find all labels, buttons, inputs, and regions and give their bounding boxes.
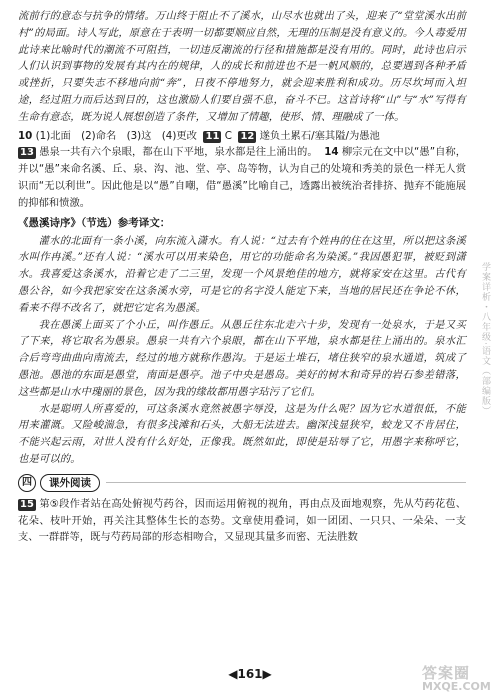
answer-line-10-13 <box>18 128 466 212</box>
q15-label: 15 <box>20 498 34 510</box>
q12-label: 12 <box>240 130 255 142</box>
q12-text: 遂负土累石/塞其隘/为愚池 <box>259 129 380 142</box>
page-number: ◀161▶ <box>228 667 272 681</box>
q11-text: C <box>224 129 232 142</box>
section-divider <box>106 482 466 483</box>
page-content <box>18 8 466 546</box>
translation-paragraph-2: 我在愚溪上面买了个小丘，叫作愚丘。从愚丘往东北走六十步，发现有一处泉水，于是又买了下来，将它取名为愚泉。愚泉一共有六个泉眼，都在山下平地，泉水都是往上涌出的。泉水汇合后弯弯曲曲向南流去，经过的地方就称作愚沟。于是运土堆石，堵住狭窄的泉水通道，筑成了愚池。愚池的东面是愚堂，南面是愚亭。池子中央是愚岛。美好的树木和奇异的岩石参差错落，这些都是山水中瑰丽的景色，因为我的缘故都用愚字玷污了它们。 <box>18 318 466 398</box>
translation-title: 《愚溪诗序》（节选）参考译文： <box>18 216 171 229</box>
q14-text: 柳宗元在文中以“愚”自称，并以“愚”来命名溪、丘、泉、沟、池、堂、亭、岛等物，认为自己的处境和秀美的景色一样无人赏识而“无以利世”。因此他是以“愚”自嘲，借“愚溪”比喻自己，透露出被统治者排挤、抛弃不能施展的抑郁和愤激。 <box>18 146 466 209</box>
q10-text: (1)北面 (2)命名 (3)这 (4)更改 <box>35 129 197 142</box>
section-number: 四 <box>18 474 36 492</box>
watermark-bottom: MXQE.COM <box>422 680 491 693</box>
q13-text: 愚泉一共有六个泉眼，都在山下平地，泉水都是往上涌出的。 <box>39 146 318 159</box>
side-margin-text: 学案详析・八年级·语文（部编版） <box>480 262 490 416</box>
q15-answer <box>18 496 466 546</box>
watermark-logo <box>422 666 494 694</box>
translation-paragraph-1: 灌水的北面有一条小溪，向东流入潇水。有人说：“过去有个姓冉的住在这里，所以把这条溪水叫作冉溪。”还有人说：“溪水可以用来染色，用它的功能命名为染溪。”我因愚犯罪，被贬到潇水。我喜爱这条溪水，沿着它走了二三里，发现一个风景绝佳的地方，就将家安在这里。古代有愚公谷，如今我把家安在这条溪水旁，可是它的名字没人能定下来，当地的居民还在争论不休，看来不得不改名了，就把它定名为愚溪。 <box>18 234 466 314</box>
section-header <box>18 474 466 492</box>
watermark-top: 答案圈 <box>422 664 471 682</box>
q13-label: 13 <box>20 147 34 159</box>
section-label: 课外阅读 <box>40 474 100 492</box>
q15-text: 第⑤段作者站在高处俯视芍药谷，因而运用俯视的视角，再由点及面地观察，先从芍药花苞、花朵、枝叶开始，再关注其整体生长的态势。文章使用叠词，如一团团、一只只、一朵朵、一支支、一群群等，既与芍药局部的形态相吻合，又显现其量多而密、无法胜数 <box>18 497 466 544</box>
q10-label: 10 <box>18 129 33 142</box>
translation-paragraph-3: 水是聪明人所喜爱的，可这条溪水竟然被愚字辱没，这是为什么呢？因为它水道很低，不能用来灌溉。又险峻湍急，有很多浅滩和石头，大船无法进去。幽深浅显狭窄，蛟龙又不肯居住，不能兴起云雨，对世人没有什么好处，正像我。既然如此，即使是玷辱了它，用愚字来称呼它，也是可以的。 <box>18 402 466 465</box>
q14-label: 14 <box>324 146 339 159</box>
q11-label: 11 <box>205 130 220 142</box>
analysis-paragraph: 流前行的意态与抗争的情绪。万山终于阻止不了溪水，山尽水也就出了头，迎来了“堂堂溪水出前村”的局面。诗人写此，原意在于表明一切都要顺应自然，无理的压制是没有意义的。今人毒爱用此诗来比喻时代的潮流不可阻挡，一切违反潮流的行径和措施都是没有用的。同时，此诗也启示人们认识到事物的发展有其内在的规律，人的成长和前进也不是一帆风顺的，总要遇到各种矛盾或挫折，只要失志不移地向前“奔”，日夜不停地努力，就会迎来胜利和成功。历尽坎坷而入坦途，经过阻力而后达到目的，这也激励人们要自强不息，奋斗不已。这首诗将“山”与“水”写得有生命有意态，既为说人展想创造了条件，又增加了情趣，使形、情、理融成了一体。 <box>18 10 466 123</box>
